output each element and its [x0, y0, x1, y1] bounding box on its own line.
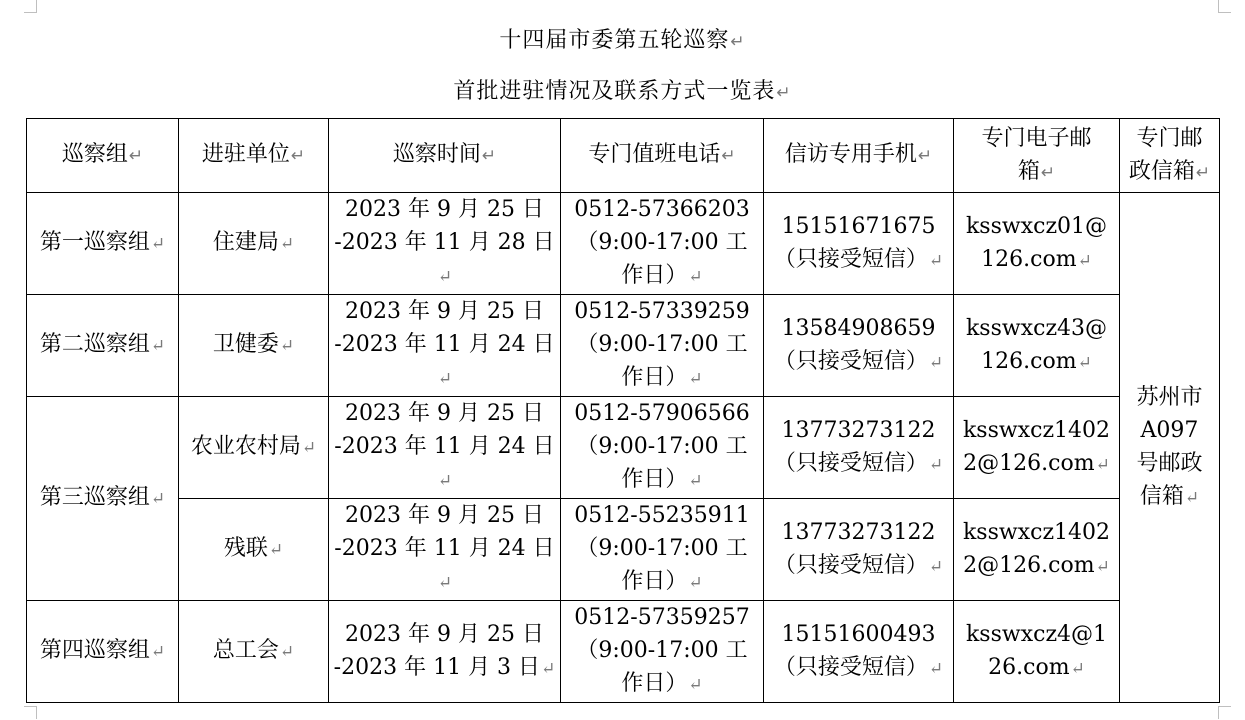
email-cell: ksswxcz01@ 126.com↵ — [954, 193, 1120, 295]
header-row — [27, 119, 1220, 193]
mobile-cell: 13584908659 （只接受短信）↵ — [764, 295, 954, 397]
mobile-cell: 13773273122 （只接受短信）↵ — [764, 397, 954, 499]
table-row — [27, 397, 1220, 499]
header-cell-phone: 专门值班电话↵ — [561, 119, 764, 193]
mailbox-cell: 苏州市 A097 号邮政 信箱↵ — [1120, 193, 1220, 703]
unit-cell: 住建局↵ — [179, 193, 329, 295]
paragraph-mark: ↵ — [776, 83, 792, 103]
group-cell: 第三巡察组↵ — [27, 397, 179, 601]
table-row — [27, 193, 1220, 295]
header-cell-mobile: 信访专用手机↵ — [764, 119, 954, 193]
page-corner-mark — [24, 706, 37, 719]
table-row — [27, 601, 1220, 703]
mobile-cell: 15151600493 （只接受短信）↵ — [764, 601, 954, 703]
page-corner-mark — [24, 0, 37, 13]
page-corner-mark — [1218, 706, 1231, 719]
email-cell: ksswxcz1402 2@126.com↵ — [954, 499, 1120, 601]
header-cell-email: 专门电子邮 箱↵ — [954, 119, 1120, 193]
inspection-table — [26, 118, 1220, 703]
page-corner-mark — [1218, 0, 1231, 13]
email-cell: ksswxcz43@ 126.com↵ — [954, 295, 1120, 397]
header-cell-unit: 进驻单位↵ — [179, 119, 329, 193]
phone-cell: 0512-57339259 （9:00-17:00 工 作日）↵ — [561, 295, 764, 397]
header-cell-mailbox: 专门邮 政信箱↵ — [1120, 119, 1220, 193]
table-row — [27, 295, 1220, 397]
phone-cell: 0512-57906566 （9:00-17:00 工 作日）↵ — [561, 397, 764, 499]
group-cell: 第二巡察组↵ — [27, 295, 179, 397]
unit-cell: 总工会↵ — [179, 601, 329, 703]
mobile-cell: 15151671675 （只接受短信）↵ — [764, 193, 954, 295]
group-cell: 第一巡察组↵ — [27, 193, 179, 295]
document-title-line2: 首批进驻情况及联系方式一览表↵ — [453, 79, 792, 104]
document-title-line1: 十四届市委第五轮巡察↵ — [499, 28, 746, 53]
phone-cell: 0512-57366203 （9:00-17:00 工 作日）↵ — [561, 193, 764, 295]
unit-cell: 农业农村局↵ — [179, 397, 329, 499]
group-cell: 第四巡察组↵ — [27, 601, 179, 703]
paragraph-mark: ↵ — [730, 32, 746, 52]
email-cell: ksswxcz1402 2@126.com↵ — [954, 397, 1120, 499]
time-cell: 2023 年 9 月 25 日 -2023 年 11 月 24 日↵ — [329, 499, 561, 601]
time-cell: 2023 年 9 月 25 日 -2023 年 11 月 24 日↵ — [329, 397, 561, 499]
header-cell-group: 巡察组↵ — [27, 119, 179, 193]
table-row — [27, 499, 1220, 601]
header-cell-time: 巡察时间↵ — [329, 119, 561, 193]
mobile-cell: 13773273122 （只接受短信）↵ — [764, 499, 954, 601]
phone-cell: 0512-57359257 （9:00-17:00 工 作日）↵ — [561, 601, 764, 703]
unit-cell: 残联↵ — [179, 499, 329, 601]
unit-cell: 卫健委↵ — [179, 295, 329, 397]
time-cell: 2023 年 9 月 25 日 -2023 年 11 月 24 日↵ — [329, 295, 561, 397]
phone-cell: 0512-55235911 （9:00-17:00 工 作日）↵ — [561, 499, 764, 601]
time-cell: 2023 年 9 月 25 日 -2023 年 11 月 28 日↵ — [329, 193, 561, 295]
time-cell: 2023 年 9 月 25 日 -2023 年 11 月 3 日↵ — [329, 601, 561, 703]
email-cell: ksswxcz4@1 26.com↵ — [954, 601, 1120, 703]
